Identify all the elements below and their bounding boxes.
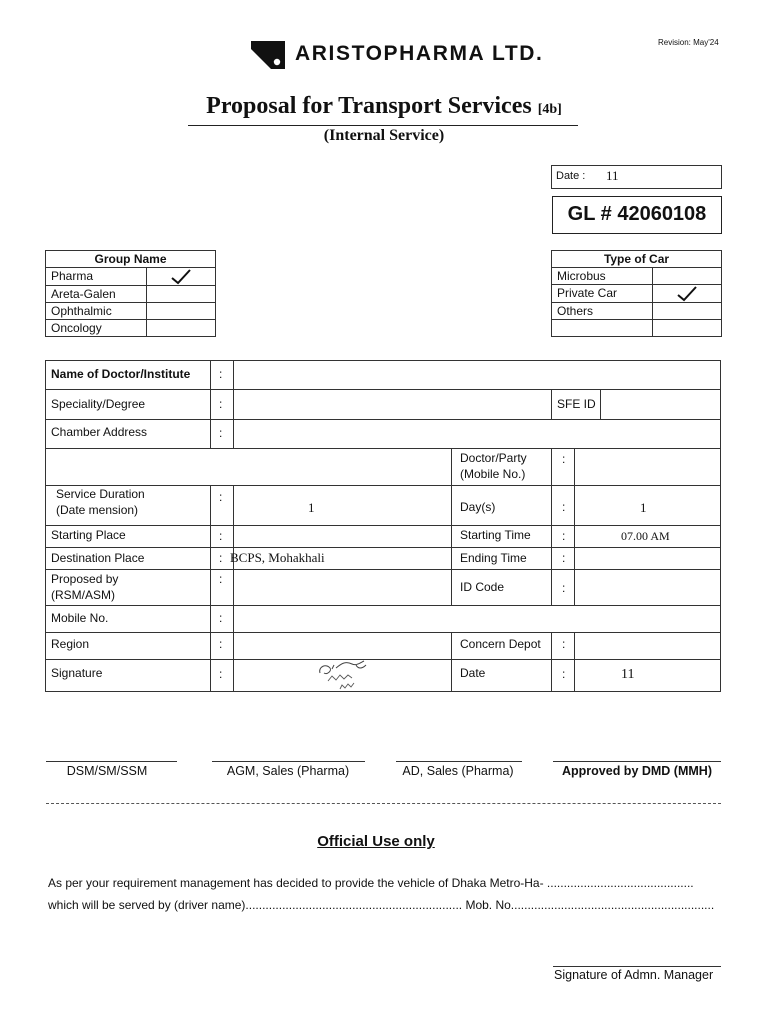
colon: : <box>562 637 566 651</box>
type-of-car-header: Type of Car <box>552 251 722 268</box>
id-code-field[interactable] <box>574 569 721 606</box>
signature-label: Signature <box>51 666 103 680</box>
group-row-label: Oncology <box>46 319 147 336</box>
colon: : <box>562 581 566 595</box>
aristopharma-logo-icon <box>251 41 285 69</box>
colon: : <box>219 490 223 504</box>
car-row-label <box>552 319 653 336</box>
sfe-id-field[interactable] <box>600 389 721 420</box>
doctor-label: Name of Doctor/Institute <box>51 367 191 381</box>
group-checkbox-areta-galen[interactable] <box>147 285 216 302</box>
official-line-1: As per your requirement management has decided to provide the vehicle of Dhaka Metro-Ha- ............................................ <box>48 876 694 890</box>
page-title <box>0 93 768 120</box>
group-name-table <box>45 250 216 337</box>
group-checkbox-pharma[interactable] <box>147 268 216 286</box>
checkmark-icon <box>170 269 192 285</box>
destination-label: Destination Place <box>51 551 145 565</box>
doctor-mobile-label-line1: Doctor/Party <box>460 451 527 465</box>
ending-time-field[interactable] <box>574 547 721 570</box>
proposed-label-line1: Proposed by <box>51 572 119 586</box>
checkmark-icon <box>676 286 698 302</box>
speciality-field[interactable] <box>233 389 552 420</box>
colon: : <box>562 667 566 681</box>
blank-cell <box>45 448 452 486</box>
colon: : <box>219 551 223 565</box>
colon: : <box>219 529 223 543</box>
group-name-header: Group Name <box>46 251 216 268</box>
group-checkbox-ophthalmic[interactable] <box>147 302 216 319</box>
colon: : <box>219 397 223 411</box>
duration-field[interactable] <box>233 485 452 526</box>
group-row-label: Areta-Galen <box>46 285 147 302</box>
colon: : <box>219 572 223 586</box>
title-text: Proposal for Transport Services <box>206 93 538 119</box>
company-name: ARISTOPHARMA LTD. <box>295 42 544 65</box>
chamber-label: Chamber Address <box>51 425 148 439</box>
signature-line <box>396 761 522 762</box>
chamber-address-field[interactable] <box>233 419 721 449</box>
gl-number: GL # 42060108 <box>567 203 707 225</box>
region-label: Region <box>51 637 90 651</box>
car-row-label: Private Car <box>552 285 653 303</box>
ad-signatory: AD, Sales (Pharma) <box>402 764 514 778</box>
car-checkbox-blank[interactable] <box>653 319 722 336</box>
region-field[interactable] <box>233 632 452 660</box>
colon: : <box>219 426 223 440</box>
colon: : <box>219 611 223 625</box>
doctor-name-field[interactable] <box>233 360 721 390</box>
days-value: 1 <box>640 500 647 515</box>
title-underline <box>188 125 578 126</box>
speciality-label: Speciality/Degree <box>51 397 146 411</box>
signature-line <box>46 761 177 762</box>
starting-time-value: 07.00 AM <box>621 529 670 543</box>
colon: : <box>219 637 223 651</box>
admn-signature-line <box>553 966 721 967</box>
duration-value: 1 <box>308 500 315 515</box>
colon: : <box>219 367 223 381</box>
official-use-heading: Official Use only <box>317 833 435 850</box>
type-of-car-table <box>551 250 722 337</box>
car-checkbox-others[interactable] <box>653 302 722 319</box>
days-field[interactable] <box>574 485 721 526</box>
colon: : <box>562 529 566 543</box>
date-label: Date <box>460 666 486 680</box>
signature-line <box>212 761 365 762</box>
page-subtitle: (Internal Service) <box>323 127 445 144</box>
colon: : <box>562 551 566 565</box>
date-field[interactable] <box>574 659 721 692</box>
colon: : <box>219 667 223 681</box>
doctor-mobile-label-line2: (Mobile No.) <box>460 467 526 481</box>
colon: : <box>562 500 566 514</box>
date-box-value[interactable]: 11 <box>606 168 619 183</box>
proposed-by-field[interactable] <box>233 569 452 606</box>
handwritten-signature-icon <box>312 659 374 691</box>
duration-label-line1: Service Duration <box>56 487 145 501</box>
car-checkbox-microbus[interactable] <box>653 268 722 285</box>
car-row-label: Microbus <box>552 268 653 285</box>
doctor-mobile-field[interactable] <box>574 448 721 486</box>
starting-time-label: Starting Time <box>460 528 531 542</box>
dsm-signatory: DSM/SM/SSM <box>66 764 148 778</box>
group-checkbox-oncology[interactable] <box>147 319 216 336</box>
group-row-label: Ophthalmic <box>46 302 147 319</box>
days-label: Day(s) <box>460 500 496 514</box>
depot-label: Concern Depot <box>460 637 541 651</box>
signature-line <box>553 761 721 762</box>
mobile-field[interactable] <box>233 605 721 633</box>
official-line-2: which will be served by (driver name)................................................................. Mob. No............................................................. <box>48 898 715 912</box>
car-checkbox-private-car[interactable] <box>653 285 722 303</box>
starting-place-field[interactable] <box>233 525 452 548</box>
starting-place-label: Starting Place <box>51 528 126 542</box>
revision-note: Revision: May'24 <box>658 38 719 47</box>
dmd-signatory: Approved by DMD (MMH) <box>562 764 712 778</box>
admn-signature-label: Signature of Admn. Manager <box>554 968 714 982</box>
id-code-label: ID Code <box>460 580 505 594</box>
date-value: 11 <box>621 667 635 682</box>
ending-time-label: Ending Time <box>460 551 527 565</box>
date-box-label: Date : <box>556 170 586 182</box>
car-row-label: Others <box>552 302 653 319</box>
agm-signatory: AGM, Sales (Pharma) <box>226 764 350 778</box>
mobile-label: Mobile No. <box>51 611 109 625</box>
group-row-label: Pharma <box>46 268 147 286</box>
proposed-label-line2: (RSM/ASM) <box>51 588 115 602</box>
cut-line-divider <box>46 803 721 804</box>
duration-label-line2: (Date mension) <box>56 503 139 517</box>
title-code: [4b] <box>537 102 562 117</box>
colon: : <box>562 452 566 466</box>
depot-field[interactable] <box>574 632 721 660</box>
destination-value: BCPS, Mohakhali <box>230 550 325 565</box>
sfe-label: SFE ID <box>557 397 596 411</box>
